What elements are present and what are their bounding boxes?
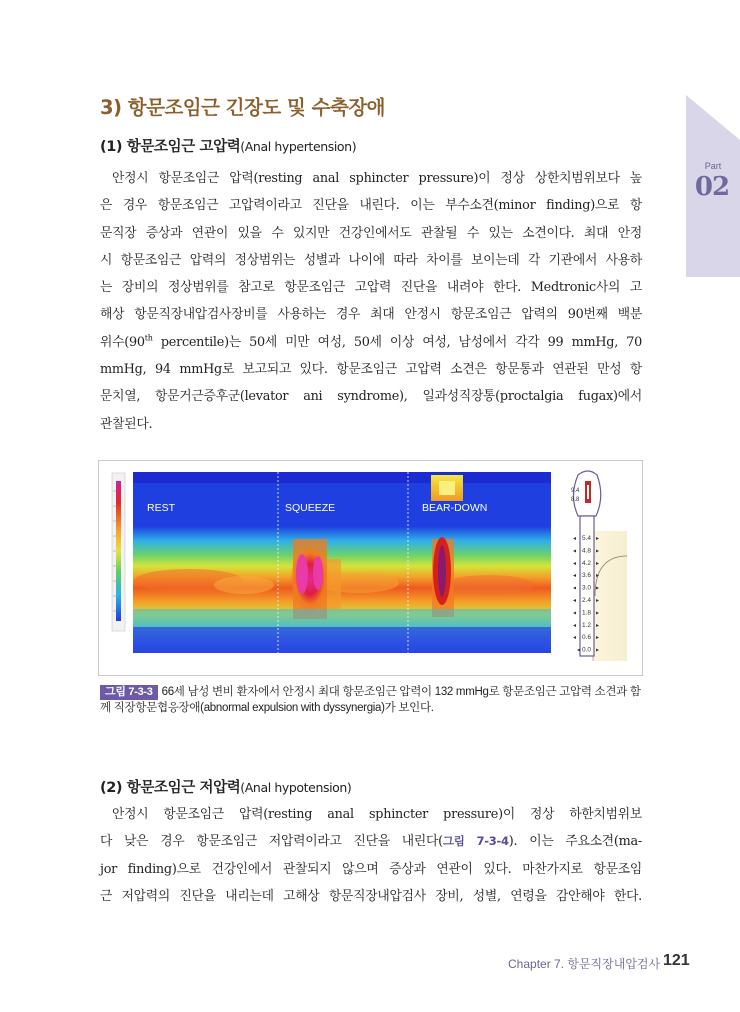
footer-chapter: Chapter 7. 항문직장내압검사: [508, 957, 661, 971]
subsection-title: (1) 항문조임근 고압력: [100, 139, 241, 155]
paragraph-hypertension: [100, 165, 642, 438]
text-line: mmHg, 94 mmHg로 보고되고 있다. 항문조임근 고압력 소견은 항문통과 연관된 만성 항: [100, 362, 642, 378]
manometry-plot: [99, 461, 642, 675]
text-line: 문치열, 항문거근증후군(levator ani syndrome), 일과성직장통(proctalgia fugax)에서: [100, 389, 642, 405]
subsection-heading-2: [100, 776, 351, 797]
figure-reference-link[interactable]: 그림 7-3-4: [442, 834, 509, 849]
text-line: 해상 항문직장내압검사장비를 사용하는 경우 최대 안정시 항문조임근 압력의 90번째 백분: [100, 307, 642, 323]
figure-tag: 그림 7-3-3: [100, 685, 158, 700]
part-number: 02: [694, 172, 730, 202]
arrow-right-icon: ▸: [596, 622, 600, 629]
phase-label-bear-down: BEAR-DOWN: [422, 502, 488, 514]
arrow-left-icon: ◂: [573, 573, 577, 580]
subsection-heading-1: [100, 135, 356, 156]
arrow-left-icon: ◂: [573, 548, 577, 555]
arrow-right-icon: ▸: [596, 548, 600, 555]
text-line: 관찰된다.: [100, 416, 153, 432]
text-line: 근 저압력의 진단을 내리는데 고해상 항문직장내압검사 장비, 성별, 연령을 감안해야 한다.: [100, 888, 642, 904]
arrow-left-icon: ◂: [573, 585, 577, 592]
arrow-left-icon: ◂: [573, 536, 577, 542]
subsection-subtitle: (Anal hypertension): [240, 139, 357, 154]
text-fragment: 다 낮은 경우 항문조임근 저압력이라고 진단을 내린다(: [100, 834, 443, 850]
text-fragment: percentile)는 50세 미만 여성, 50세 이상 여성, 남성에서 각각 99 mmHg, 70: [160, 334, 642, 350]
scale-label: 3.0: [582, 584, 592, 592]
section-title: 3) 항문조임근 긴장도 및 수축장애: [100, 96, 386, 119]
part-label: Part: [704, 161, 722, 171]
scale-label: 0.0: [582, 646, 592, 654]
text-line: 은 경우 항문조임근 고압력이라고 진단을 내린다. 이는 부수소견(minor finding)으로 항: [100, 198, 642, 214]
manometry-figure: [98, 460, 643, 676]
arrow-right-icon: ▸: [596, 647, 600, 654]
probe-label: 9.4: [571, 488, 580, 494]
scale-label: 4.2: [582, 559, 592, 567]
arrow-right-icon: ▸: [596, 573, 600, 580]
text-line: 안정시 항문조임근 압력(resting anal sphincter pressure)이 정상 상한치범위보다 높: [112, 171, 642, 186]
text-line: 시 항문조임근 압력의 정상범위는 성별과 나이에 따라 차이를 보이는데 각 기관에서 사용하: [100, 252, 642, 268]
paragraph-hypotension: [100, 801, 642, 910]
text-line: [100, 329, 642, 356]
scale-label: 2.4: [582, 597, 592, 604]
text-line: 문직장 증상과 연관이 있을 수 있지만 건강인에서도 관찰될 수 있는 소견이다. 최대 안정: [100, 225, 642, 241]
probe-label: 8.8: [571, 497, 580, 503]
scale-label: 1.2: [582, 621, 592, 629]
text-line: jor finding)으로 건강인에서 관찰되지 않으며 증상과 연관이 있다. 마찬가지로 항문조임: [100, 861, 642, 877]
figure-caption: [100, 684, 645, 716]
phase-label-rest: REST: [147, 502, 176, 514]
arrow-left-icon: ◂: [573, 622, 577, 629]
pressure-topography: [133, 472, 551, 653]
arrow-right-icon: ▸: [596, 536, 600, 542]
arrow-left-icon: ◂: [573, 560, 577, 567]
arrow-left-icon: ◂: [573, 610, 577, 617]
subsection-title: (2) 항문조임근 저압력: [100, 780, 241, 796]
text-line: 는 장비의 정상범위를 참고로 항문조임근 고압력 진단을 내려야 한다. Medtronic사의 고: [100, 280, 642, 296]
arrow-left-icon: ◂: [577, 647, 581, 654]
scale-label: 3.6: [582, 572, 592, 580]
arrow-right-icon: ▸: [596, 560, 600, 567]
arrow-left-icon: ◂: [573, 598, 577, 604]
arrow-left-icon: ◂: [573, 635, 577, 642]
scale-label: 4.8: [582, 547, 592, 555]
text-line: 안정시 항문조임근 압력(resting anal sphincter pressure)이 정상 하한치범위보: [112, 807, 642, 822]
page-number: 121: [663, 952, 690, 969]
arrow-right-icon: ▸: [596, 635, 600, 642]
caption-text: 66세 남성 변비 환자에서 안정시 최대 항문조임근 압력이 132 mmHg로 항문조임근 고압력 소견과 함께 직장항문협응장애(abnormal expulsion with dyssynergia)가 보인다.: [100, 686, 641, 714]
probe-diagram: [569, 471, 627, 664]
arrow-right-icon: ▸: [596, 598, 600, 604]
text-line: [100, 828, 642, 855]
text-fragment: ). 이는 주요소견(ma-: [508, 834, 643, 850]
scale-label: 5.4: [582, 535, 592, 542]
scale-label: 0.6: [582, 634, 592, 642]
subsection-subtitle: (Anal hypotension): [240, 780, 352, 795]
text-fragment: 위수(90: [100, 334, 145, 350]
scale-label: 1.8: [582, 609, 592, 617]
superscript: th: [144, 333, 153, 343]
arrow-right-icon: ▸: [596, 585, 600, 592]
arrow-right-icon: ▸: [596, 610, 600, 617]
phase-label-squeeze: SQUEEZE: [285, 502, 336, 514]
